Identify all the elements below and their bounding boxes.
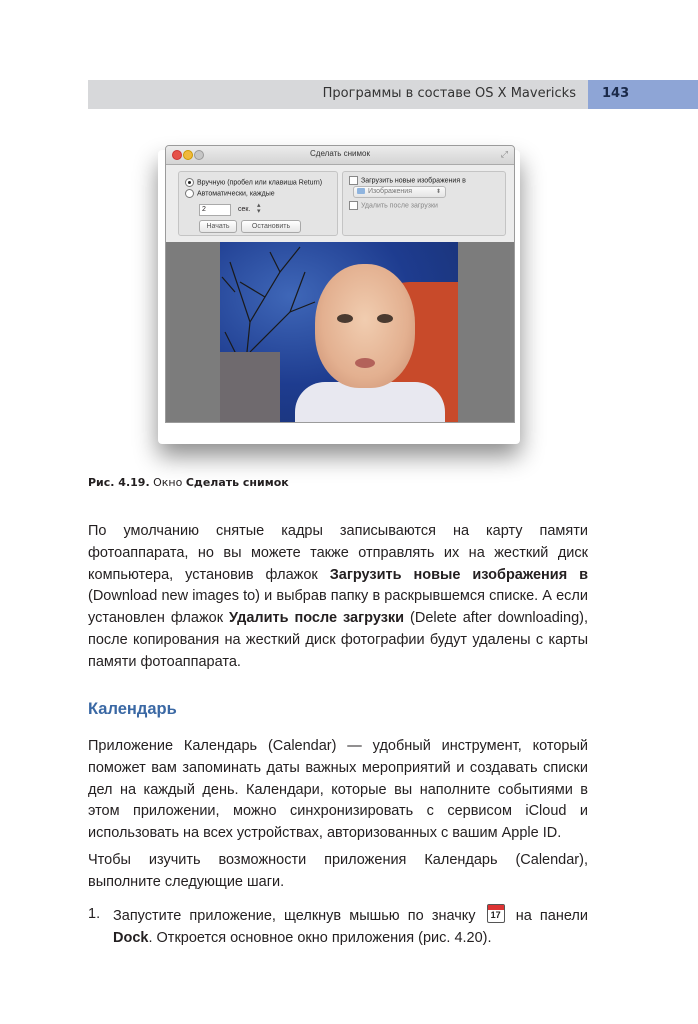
paragraph-3: Чтобы изучить возможности приложения Календарь (Calendar), выполните следующие шаги. bbox=[88, 852, 588, 890]
folder-select-value: Изображения bbox=[368, 188, 412, 195]
interval-stepper-icon[interactable]: ▴ ▾ bbox=[257, 202, 261, 215]
caption-name: Сделать снимок bbox=[185, 476, 289, 489]
baby-photo bbox=[220, 242, 458, 422]
caption-text: Окно bbox=[153, 476, 183, 489]
window-title: Сделать снимок bbox=[310, 149, 370, 158]
fullscreen-icon[interactable]: ⤢ bbox=[500, 149, 508, 159]
stop-button[interactable]: Остановить bbox=[241, 220, 301, 233]
download-option[interactable] bbox=[349, 176, 466, 185]
interval-unit: сек. bbox=[238, 206, 251, 213]
radio-manual-icon[interactable] bbox=[185, 178, 194, 187]
section-title: Календарь bbox=[88, 700, 177, 718]
paragraph-1 bbox=[88, 521, 588, 674]
paragraph-1-part-2: (Download new images to) и выбрав папку в раскрывшемся списке. А если установлен флажок bbox=[88, 588, 588, 627]
paragraph-1-part-1: По умолчанию снятые кадры записываются на карту памяти фотоаппарата, но вы можете также отправлять их на жесткий диск компьютера, установив флажок bbox=[88, 523, 588, 583]
step-part-2: на панели bbox=[515, 908, 588, 924]
auto-option-label: Автоматически, каждые bbox=[197, 190, 275, 198]
checkbox-download-icon[interactable] bbox=[349, 176, 358, 185]
step-bold: Dock bbox=[113, 929, 149, 946]
calendar-icon bbox=[487, 904, 505, 923]
step-text bbox=[113, 904, 588, 950]
page-number-box bbox=[588, 80, 698, 109]
capture-mode-panel bbox=[178, 171, 338, 236]
manual-option[interactable] bbox=[185, 178, 322, 187]
caption-label: Рис. 4.19. bbox=[88, 476, 150, 489]
window-titlebar bbox=[166, 146, 514, 165]
step-part-3: . Откроется основное окно приложения (рис. 4.20). bbox=[148, 929, 492, 946]
download-checkbox-label: Загрузить новые изображения в bbox=[361, 177, 466, 185]
running-header bbox=[88, 80, 588, 109]
figure-caption bbox=[88, 476, 289, 489]
calendar-icon-day: 17 bbox=[490, 910, 501, 920]
building bbox=[220, 352, 280, 422]
right-eye bbox=[377, 314, 393, 323]
select-arrows-icon: ⬍ bbox=[435, 189, 441, 195]
list-item bbox=[88, 904, 588, 950]
interval-input[interactable]: 2 bbox=[199, 204, 231, 216]
start-button[interactable]: Начать bbox=[199, 220, 237, 233]
shirt bbox=[295, 382, 445, 422]
left-eye bbox=[337, 314, 353, 323]
step-part-1: Запустите приложение, щелкнув мышью по значку bbox=[113, 908, 476, 924]
camera-preview bbox=[166, 242, 514, 422]
folder-icon bbox=[357, 188, 365, 194]
delete-checkbox-label: Удалить после загрузки bbox=[361, 202, 438, 210]
mouth bbox=[355, 358, 375, 368]
paragraph-1-bold-1: Загрузить новые изображения в bbox=[329, 566, 588, 583]
delete-option[interactable] bbox=[349, 201, 438, 210]
step-number: 1. bbox=[88, 906, 101, 922]
checkbox-delete-icon[interactable] bbox=[349, 201, 358, 210]
page-number: 143 bbox=[602, 86, 630, 101]
download-panel bbox=[342, 171, 506, 236]
capture-window bbox=[165, 145, 515, 423]
auto-option[interactable] bbox=[185, 189, 275, 198]
radio-auto-icon[interactable] bbox=[185, 189, 194, 198]
folder-select[interactable] bbox=[353, 186, 446, 198]
baby-face bbox=[315, 264, 415, 388]
paragraph-2: Приложение Календарь (Calendar) — удобный инструмент, который поможет вам запоминать даты важных мероприятий и создавать списки дел на каждый день. Календари, которые вы наполните событиями в этом приложении, можно синхронизировать с сервисом iCloud и использовать на всех устройствах, авторизованных с вашим Apple ID. bbox=[88, 738, 588, 842]
manual-option-label: Вручную (пробел или клавиша Return) bbox=[197, 179, 323, 187]
paragraph-1-part-3: (Delete after downloading), после копирования на жесткий диск фотографии будут удалены с карты памяти фотоаппарата. bbox=[88, 610, 588, 670]
paragraph-1-bold-2: Удалить после загрузки bbox=[229, 610, 405, 627]
header-title: Программы в составе OS X Mavericks bbox=[322, 86, 576, 101]
